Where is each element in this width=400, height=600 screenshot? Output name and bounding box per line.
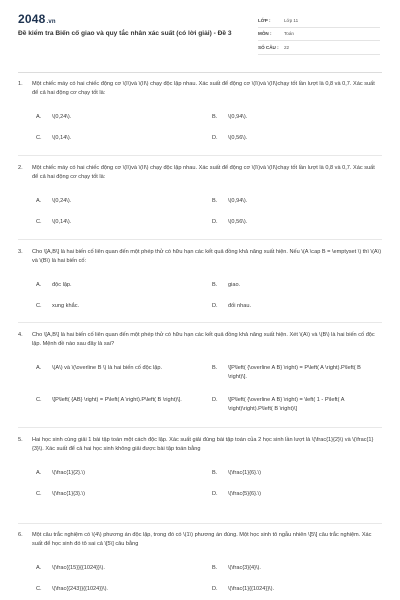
- question-text: Cho \[A,B\] là hai biến cố liên quan đến một phép thử có hữu hạn các kết quả đồng khả năng xuất hiện. Xét \(A\) và \(B\) là hai biến cố độc lập. Mệnh đề nào sau đây là sai?: [32, 332, 375, 348]
- site-logo[interactable]: 2048.vn: [18, 12, 56, 26]
- question-1: [18, 80, 382, 143]
- question-text: Một chiếc máy có hai chiếc động cơ \(I\)và \(II\) chạy độc lập nhau. Xác suất để động cơ \(I\)và \(II\)chạy tốt lần lượt là 0,8 và 0,7. Xác suất để cả hai động cơ chạy tốt là:: [32, 81, 375, 97]
- option-a[interactable]: A. \(0,24\).: [36, 197, 72, 204]
- meta-subject: MÔN : Toán: [258, 28, 380, 42]
- option-b[interactable]: B. giao.: [212, 281, 241, 288]
- question-4: [18, 331, 382, 426]
- question-6: [18, 531, 382, 594]
- option-d[interactable]: D. \(\frac{5}{6}.\): [212, 490, 261, 497]
- question-2: [18, 164, 382, 227]
- option-d[interactable]: D. \(0,56\).: [212, 218, 248, 225]
- option-c[interactable]: C. \(\frac{{243}}{{1024}}\).: [36, 585, 108, 592]
- option-c[interactable]: C. \[P\left( {AB} \right) = P\left( A \right).P\left( B \right)\].: [36, 396, 182, 403]
- option-b[interactable]: B. \[P\left( {\overline A B} \right) = P\left( A \right).P\left( B \right)\].: [212, 364, 361, 380]
- exam-title: Đề kiểm tra Biến cố giao và quy tắc nhân xác suất (có lời giải) - Đề 3: [18, 30, 232, 37]
- question-number: 6.: [18, 532, 23, 538]
- meta-question-count: SỐ CÂU : 22: [258, 41, 380, 55]
- question-3: [18, 248, 382, 311]
- question-number: 2.: [18, 165, 23, 171]
- option-a[interactable]: A. độc lập.: [36, 281, 72, 288]
- question-number: 3.: [18, 249, 23, 255]
- option-c[interactable]: C. \(\frac{1}{3}.\): [36, 490, 85, 497]
- option-d[interactable]: D. \[P\left( {\overline A B} \right) = \left( 1 - P\left( A \right)\right).P\left( B \right)\]: [212, 396, 345, 412]
- question-number: 5.: [18, 437, 23, 443]
- option-a[interactable]: A. \(\frac{1}{2}.\): [36, 469, 85, 476]
- option-d[interactable]: D. đối nhau.: [212, 302, 252, 309]
- option-a[interactable]: A. \(0,24\).: [36, 113, 72, 120]
- question-divider: [18, 523, 382, 524]
- option-a[interactable]: A. \(\frac{{15}}{{1024}}\).: [36, 564, 105, 571]
- question-text: Hai học sinh cùng giải 1 bài tập toán một cách độc lập. Xác suất giải đúng bài tập toán của 2 học sinh lần lượt là \(\frac{1}{2}\) và \(\frac{1}{3}\). Xác suất để cả hai học sinh không giải được bài tập toán bằng: [32, 437, 374, 453]
- option-c[interactable]: C. \(0,14\).: [36, 134, 72, 141]
- option-d[interactable]: D. \(\frac{1}{{1024}}\).: [212, 585, 275, 592]
- meta-grade: LỚP : Lớp 11: [258, 14, 380, 28]
- question-text: Một câu trắc nghiệm có \(4\) phương án độc lập, trong đó có \(1\) phương án đúng. Một học sinh tô ngẫu nhiên \[5\] câu trắc nghiệm. Xác suất để học sinh đó tô sai cả \[5\] câu bằng: [32, 532, 372, 548]
- question-text: Một chiếc máy có hai chiếc động cơ \(I\)và \(II\) chạy độc lập nhau. Xác suất để động cơ \(I\)và \(II\)chạy tốt lần lượt là 0,8 và 0,7. Xác suất để cả hai động cơ chạy tốt là:: [32, 165, 375, 181]
- exam-meta: [258, 14, 380, 55]
- header: [0, 0, 400, 58]
- question-text: Cho \[A,B\] là hai biến cố liên quan đến một phép thử có hữu hạn các kết quả đồng khả năng xuất hiện. Nếu \(A \cap B = \emptyset \) thì \(A\) và \(B\) là hai biến cố:: [32, 249, 382, 265]
- question-divider: [18, 322, 382, 323]
- header-divider: [18, 72, 382, 73]
- option-a[interactable]: A. \(A\) và \(\overline B \) là hai biến cố độc lập.: [36, 364, 163, 371]
- option-c[interactable]: C. \(0,14\).: [36, 218, 72, 225]
- question-divider: [18, 427, 382, 428]
- option-b[interactable]: B. \(\frac{3}{4}\).: [212, 564, 261, 571]
- question-divider: [18, 155, 382, 156]
- option-b[interactable]: B. \(0,94\).: [212, 113, 248, 120]
- question-5: [18, 436, 382, 499]
- option-d[interactable]: D. \(0,56\).: [212, 134, 248, 141]
- option-b[interactable]: B. \(\frac{1}{6}.\): [212, 469, 261, 476]
- option-c[interactable]: C. xung khắc.: [36, 302, 80, 309]
- question-number: 1.: [18, 81, 23, 87]
- question-number: 4.: [18, 332, 23, 338]
- question-divider: [18, 239, 382, 240]
- option-b[interactable]: B. \(0,94\).: [212, 197, 248, 204]
